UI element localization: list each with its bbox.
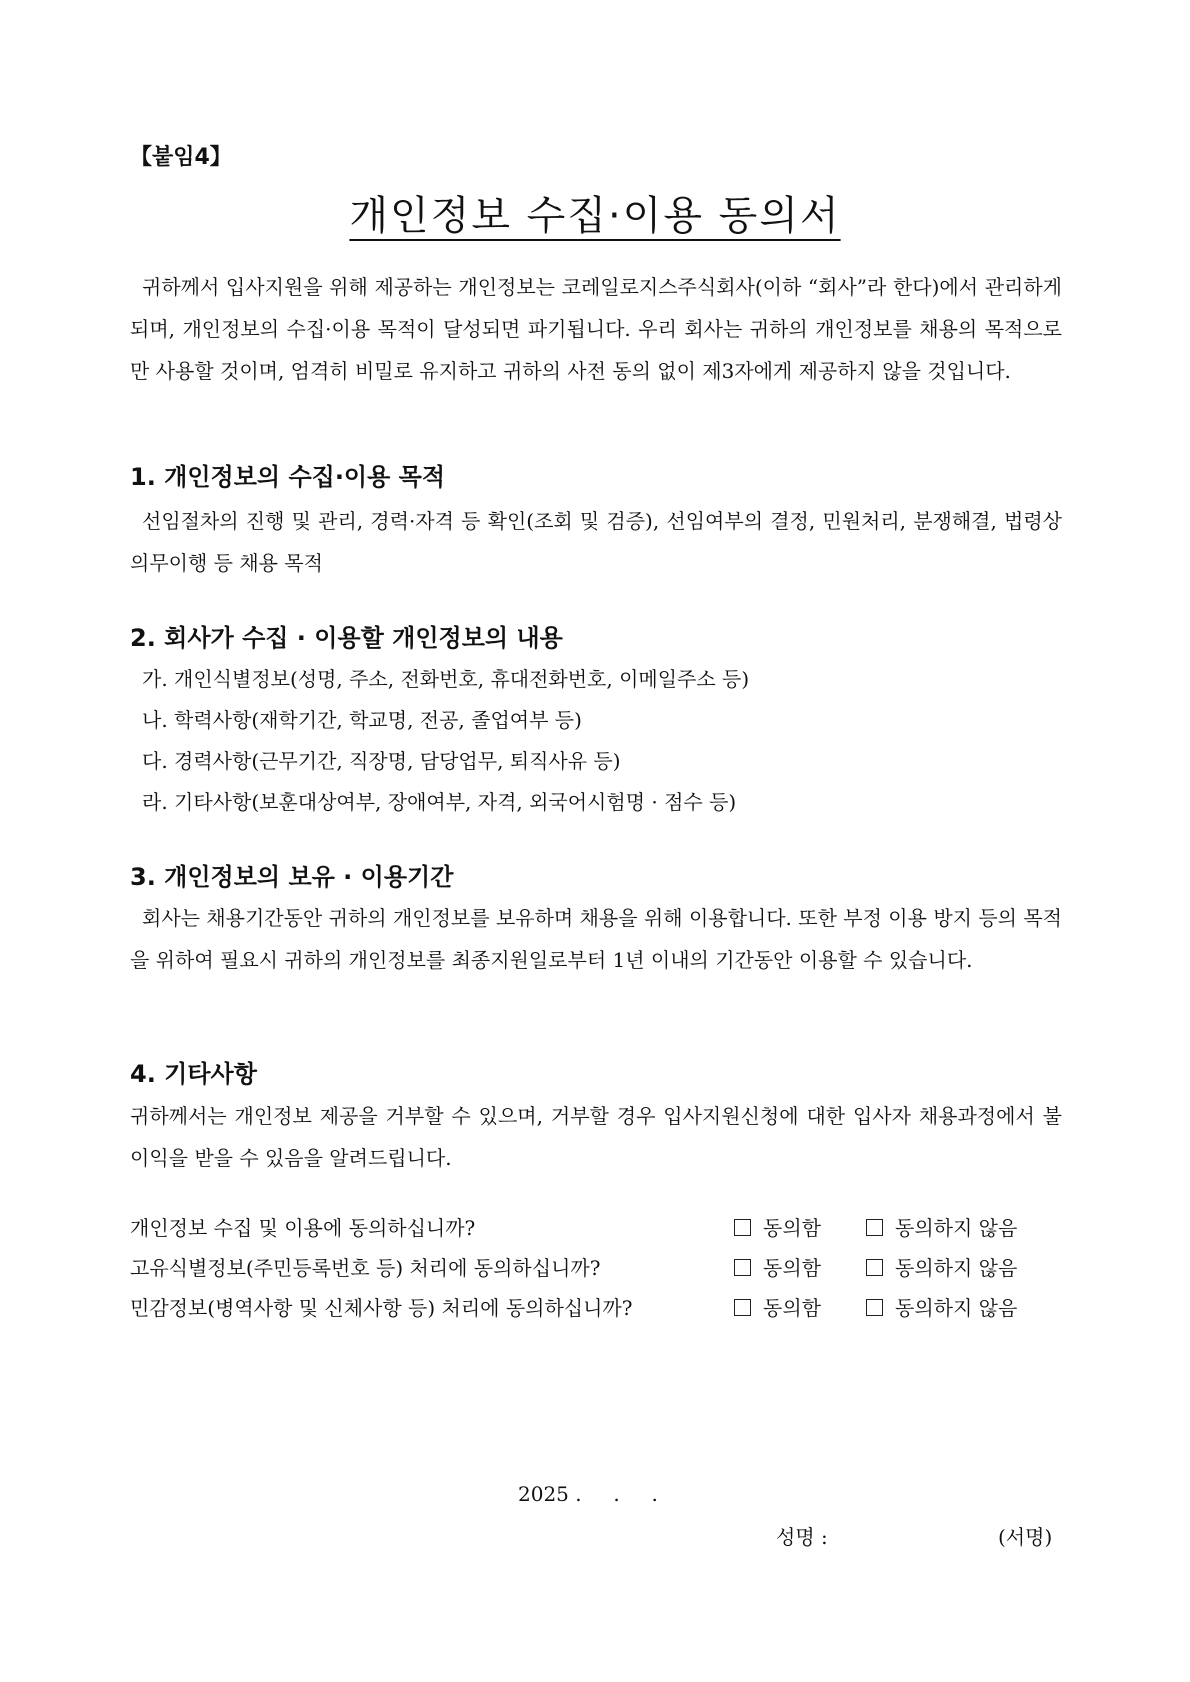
agree-checkbox[interactable] [734, 1259, 751, 1276]
disagree-option[interactable] [866, 1212, 1017, 1241]
intro-paragraph: 귀하께서 입사지원을 위해 제공하는 개인정보는 코레일로지스주식회사(이하 “회사”라 한다)에서 관리하게 되며, 개인정보의 수집·이용 목적이 달성되면 파기됩니다. 우리 회사는 귀하의 개인정보를 채용의 목적으로만 사용할 것이며, 엄격히 비밀로 유지하고 귀하의 사전 동의 없이 제3자에게 제공하지 않을 것입니다. [130, 275, 1062, 383]
disagree-label: 동의하지 않음 [895, 1256, 1018, 1280]
list-item: 나. 학력사항(재학기간, 학교명, 전공, 졸업여부 등) [142, 708, 582, 732]
section-2-heading: 2. 회사가 수집 · 이용할 개인정보의 내용 [130, 624, 563, 652]
disagree-label: 동의하지 않음 [895, 1216, 1018, 1240]
consent-row [130, 1292, 1062, 1332]
agree-label: 동의함 [763, 1216, 821, 1240]
consent-row [130, 1212, 1062, 1252]
agree-checkbox[interactable] [734, 1219, 751, 1236]
consent-question: 민감정보(병역사항 및 신체사항 등) 처리에 동의하십니까? [130, 1296, 633, 1320]
agree-option[interactable] [734, 1252, 821, 1281]
disagree-option[interactable] [866, 1292, 1017, 1321]
consent-row [130, 1252, 1062, 1292]
consent-question: 고유식별정보(주민등록번호 등) 처리에 동의하십니까? [130, 1256, 601, 1280]
page-title-text: 개인정보 수집·이용 동의서 [349, 193, 841, 239]
disagree-option[interactable] [866, 1252, 1017, 1281]
agree-label: 동의함 [763, 1296, 821, 1320]
section-2-list [142, 659, 749, 823]
section-3-body: 회사는 채용기간동안 귀하의 개인정보를 보유하며 채용을 위해 이용합니다. 또한 부정 이용 방지 등의 목적을 위하여 필요시 귀하의 개인정보를 최종지원일로부터 1년 이내의 기간동안 이용할 수 있습니다. [130, 906, 1062, 972]
disagree-label: 동의하지 않음 [895, 1296, 1018, 1320]
section-1-body: 선임절차의 진행 및 관리, 경력·자격 등 확인(조회 및 검증), 선임여부의 결정, 민원처리, 분쟁해결, 법령상 의무이행 등 채용 목적 [130, 509, 1062, 575]
agree-label: 동의함 [763, 1256, 821, 1280]
agree-checkbox[interactable] [734, 1299, 751, 1316]
list-item: 가. 개인식별정보(성명, 주소, 전화번호, 휴대전화번호, 이메일주소 등) [142, 667, 750, 691]
section-4-body: 귀하께서는 개인정보 제공을 거부할 수 있으며, 거부할 경우 입사지원신청에 대한 입사자 채용과정에서 불이익을 받을 수 있음을 알려드립니다. [130, 1104, 1062, 1170]
signature-sign-label: (서명) [998, 1525, 1053, 1549]
disagree-checkbox[interactable] [866, 1219, 883, 1236]
disagree-checkbox[interactable] [866, 1299, 883, 1316]
list-item: 라. 기타사항(보훈대상여부, 장애여부, 자격, 외국어시험명 · 점수 등) [142, 790, 737, 814]
list-item: 다. 경력사항(근무기간, 직장명, 담당업무, 퇴직사유 등) [142, 749, 621, 773]
section-3-heading: 3. 개인정보의 보유 · 이용기간 [130, 863, 454, 891]
consent-question: 개인정보 수집 및 이용에 동의하십니까? [130, 1216, 476, 1240]
agree-option[interactable] [734, 1212, 821, 1241]
agree-option[interactable] [734, 1292, 821, 1321]
section-1-heading: 1. 개인정보의 수집·이용 목적 [130, 463, 446, 491]
date-line: 2025 . . . [518, 1482, 658, 1506]
section-4-heading: 4. 기타사항 [130, 1060, 257, 1088]
page-title [0, 184, 1190, 241]
signature-name-label: 성명 : [776, 1525, 828, 1549]
disagree-checkbox[interactable] [866, 1259, 883, 1276]
attachment-label: 【붙임4】 [130, 145, 232, 170]
